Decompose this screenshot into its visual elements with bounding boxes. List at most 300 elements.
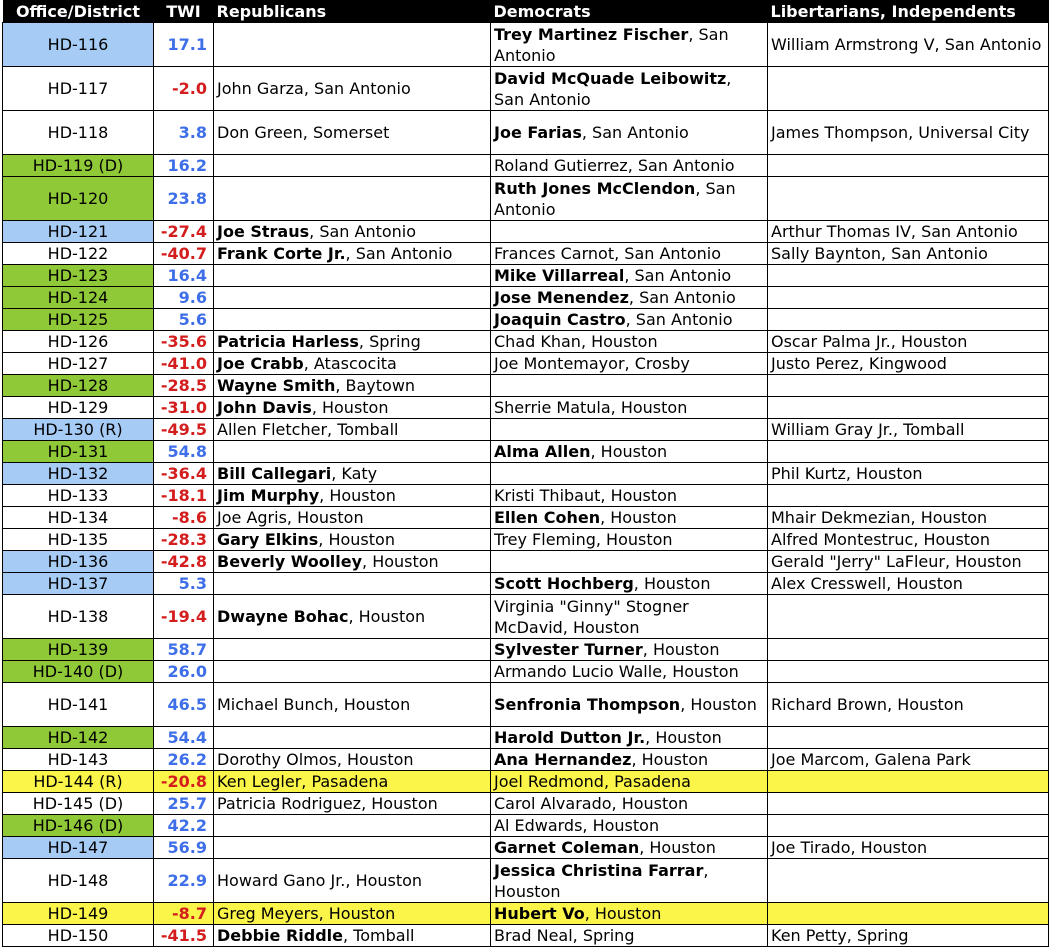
candidate-city: , Houston xyxy=(333,695,411,714)
republican-cell xyxy=(214,243,491,265)
candidate-city: , Tomball xyxy=(343,926,415,945)
table-row xyxy=(3,287,1049,309)
independent-cell xyxy=(768,573,1049,595)
candidate-city: , San Antonio xyxy=(494,24,729,65)
candidate-name: Roland Gutierrez xyxy=(494,156,628,175)
candidate-name: Wayne Smith xyxy=(217,376,336,395)
candidate-city: , Houston xyxy=(850,838,928,857)
candidate-city: , San Antonio xyxy=(627,156,735,175)
democrat-cell xyxy=(491,265,768,287)
candidate-city: , Universal City xyxy=(908,123,1030,142)
democrat-cell xyxy=(491,441,768,463)
candidate-city: , Somerset xyxy=(302,123,390,142)
candidate-name: Brad Neal xyxy=(494,926,573,945)
candidate-city: , Spring xyxy=(358,332,421,351)
twi-cell: -8.6 xyxy=(154,507,214,529)
democrat-cell xyxy=(491,661,768,683)
candidate-name: Ellen Cohen xyxy=(494,508,601,527)
table-row xyxy=(3,23,1049,67)
independent-cell xyxy=(768,67,1049,111)
office-cell: HD-117 xyxy=(3,67,154,111)
democrat-cell xyxy=(491,925,768,947)
republican-cell xyxy=(214,441,491,463)
twi-cell: 3.8 xyxy=(154,111,214,155)
table-row xyxy=(3,155,1049,177)
republican-cell xyxy=(214,419,491,441)
candidate-name: Frances Carnot xyxy=(494,244,615,263)
republican-cell xyxy=(214,771,491,793)
democrat-cell xyxy=(491,397,768,419)
democrat-cell xyxy=(491,309,768,331)
independent-cell xyxy=(768,309,1049,331)
candidate-name: Alfred Montestruc xyxy=(771,530,914,549)
candidate-name: Allen Fletcher xyxy=(217,420,328,439)
twi-cell: 54.8 xyxy=(154,441,214,463)
independent-cell xyxy=(768,859,1049,903)
candidate-city: , Pasadena xyxy=(301,772,389,791)
office-cell: HD-122 xyxy=(3,243,154,265)
table-row xyxy=(3,573,1049,595)
republican-cell xyxy=(214,287,491,309)
independent-cell xyxy=(768,793,1049,815)
twi-cell: 17.1 xyxy=(154,23,214,67)
republican-cell xyxy=(214,309,491,331)
democrat-cell xyxy=(491,353,768,375)
candidate-city: , Houston xyxy=(645,728,722,747)
republican-cell xyxy=(214,815,491,837)
table-row xyxy=(3,67,1049,111)
candidate-city: , San Antonio xyxy=(309,222,417,241)
candidate-name: Joaquin Castro xyxy=(494,310,626,329)
twi-cell: 26.2 xyxy=(154,749,214,771)
candidate-city: , San Antonio xyxy=(881,244,988,263)
independent-cell xyxy=(768,243,1049,265)
table-row xyxy=(3,661,1049,683)
republican-cell xyxy=(214,265,491,287)
candidate-name: Gary Elkins xyxy=(217,530,319,549)
democrat-cell xyxy=(491,507,768,529)
republican-cell xyxy=(214,573,491,595)
candidate-city: , San Antonio xyxy=(614,244,721,263)
office-cell: HD-128 xyxy=(3,375,154,397)
table-row xyxy=(3,221,1049,243)
candidate-city: , San Antonio xyxy=(628,288,736,307)
candidate-city: , Houston xyxy=(633,574,711,593)
candidate-city: , Houston xyxy=(642,640,720,659)
candidate-name: Don Green xyxy=(217,123,303,142)
independent-cell xyxy=(768,639,1049,661)
candidate-name: Al Edwards xyxy=(494,816,583,835)
candidate-name: Ana Hernandez xyxy=(494,750,632,769)
independent-cell xyxy=(768,265,1049,287)
candidate-name: Dorothy Olmos xyxy=(217,750,337,769)
democrat-cell xyxy=(491,529,768,551)
candidate-city: , San Antonio xyxy=(494,68,732,109)
candidate-name: Trey Fleming xyxy=(494,530,596,549)
independent-cell xyxy=(768,331,1049,353)
democrat-cell xyxy=(491,815,768,837)
office-cell: HD-133 xyxy=(3,485,154,507)
table-row xyxy=(3,419,1049,441)
candidate-name: William Gray Jr. xyxy=(771,420,893,439)
candidate-name: Harold Dutton Jr. xyxy=(494,728,646,747)
candidate-name: Patricia Harless xyxy=(217,332,359,351)
candidate-name: Justo Perez xyxy=(771,354,859,373)
democrat-cell xyxy=(491,771,768,793)
candidate-city: , Houston xyxy=(590,442,668,461)
candidate-city: , Houston xyxy=(639,838,716,857)
candidate-name: Joe Tirado xyxy=(771,838,851,857)
twi-cell: 22.9 xyxy=(154,859,214,903)
candidate-name: Alex Cresswell xyxy=(771,574,887,593)
twi-cell: 5.6 xyxy=(154,309,214,331)
candidate-name: Michael Bunch xyxy=(217,695,334,714)
candidate-name: Joe Crabb xyxy=(217,354,304,373)
office-cell: HD-123 xyxy=(3,265,154,287)
candidate-name: Kristi Thibaut xyxy=(494,486,601,505)
candidate-city: , Houston xyxy=(610,398,688,417)
office-cell: HD-145 (D) xyxy=(3,793,154,815)
twi-cell: -27.4 xyxy=(154,221,214,243)
table-row xyxy=(3,353,1049,375)
twi-cell: -49.5 xyxy=(154,419,214,441)
twi-cell: 5.3 xyxy=(154,573,214,595)
democrat-cell xyxy=(491,903,768,925)
candidate-city: , San Antonio xyxy=(494,178,736,219)
candidate-city: , San Antonio xyxy=(934,35,1042,54)
twi-cell: 16.2 xyxy=(154,155,214,177)
republican-cell xyxy=(214,155,491,177)
candidate-city: , Houston xyxy=(318,530,395,549)
candidate-name: Howard Gano Jr. xyxy=(217,871,346,890)
office-cell: HD-130 (R) xyxy=(3,419,154,441)
candidate-name: John Garza xyxy=(217,79,304,98)
twi-cell: -40.7 xyxy=(154,243,214,265)
candidate-city: , Houston xyxy=(348,607,426,626)
independent-cell xyxy=(768,463,1049,485)
table-row xyxy=(3,111,1049,155)
republican-cell xyxy=(214,463,491,485)
independent-cell xyxy=(768,287,1049,309)
office-cell: HD-146 (D) xyxy=(3,815,154,837)
candidate-name: Senfronia Thompson xyxy=(494,695,681,714)
independent-cell xyxy=(768,749,1049,771)
candidate-name: Alma Allen xyxy=(494,442,591,461)
twi-cell: 25.7 xyxy=(154,793,214,815)
candidate-name: David McQuade Leibowitz xyxy=(494,68,727,88)
republican-cell xyxy=(214,23,491,67)
office-cell: HD-144 (R) xyxy=(3,771,154,793)
candidate-city: , Houston xyxy=(680,695,757,714)
twi-cell: 9.6 xyxy=(154,287,214,309)
header-democrats: Democrats xyxy=(491,0,768,23)
candidate-city: , Pasadena xyxy=(603,772,691,791)
candidate-name: Virginia "Ginny" Stogner McDavid xyxy=(494,596,689,637)
candidate-city: , Houston xyxy=(600,508,677,527)
independent-cell xyxy=(768,837,1049,859)
independent-cell xyxy=(768,507,1049,529)
twi-cell: -42.8 xyxy=(154,551,214,573)
candidate-name: Jose Menendez xyxy=(494,288,629,307)
candidate-city: , Kingwood xyxy=(858,354,947,373)
office-cell: HD-143 xyxy=(3,749,154,771)
candidate-name: Ken Legler xyxy=(217,772,302,791)
twi-cell: -31.0 xyxy=(154,397,214,419)
independent-cell xyxy=(768,221,1049,243)
table-row xyxy=(3,309,1049,331)
democrat-cell xyxy=(491,111,768,155)
independent-cell xyxy=(768,529,1049,551)
header-office: Office/District xyxy=(3,0,154,23)
independent-cell xyxy=(768,903,1049,925)
office-cell: HD-149 xyxy=(3,903,154,925)
republican-cell xyxy=(214,111,491,155)
candidate-name: Jessica Christina Farrar xyxy=(494,860,704,880)
republican-cell xyxy=(214,859,491,903)
twi-cell: 56.9 xyxy=(154,837,214,859)
office-cell: HD-119 (D) xyxy=(3,155,154,177)
candidate-city: , San Antonio xyxy=(581,123,689,142)
twi-cell: 42.2 xyxy=(154,815,214,837)
candidate-city: , Houston xyxy=(286,508,364,527)
candidate-name: Bill Callegari xyxy=(217,464,332,483)
table-row xyxy=(3,639,1049,661)
header-row xyxy=(3,0,1049,23)
twi-cell: -8.7 xyxy=(154,903,214,925)
twi-cell: 54.4 xyxy=(154,727,214,749)
independent-cell xyxy=(768,397,1049,419)
table-row xyxy=(3,529,1049,551)
office-cell: HD-121 xyxy=(3,221,154,243)
democrat-cell xyxy=(491,595,768,639)
twi-cell: 58.7 xyxy=(154,639,214,661)
republican-cell xyxy=(214,529,491,551)
candidate-city: , Houston xyxy=(913,530,990,549)
candidate-name: Joe Montemayor xyxy=(494,354,625,373)
democrat-cell xyxy=(491,749,768,771)
twi-cell: -41.5 xyxy=(154,925,214,947)
twi-cell: -28.5 xyxy=(154,375,214,397)
democrat-cell xyxy=(491,375,768,397)
table-row xyxy=(3,507,1049,529)
republican-cell xyxy=(214,397,491,419)
candidate-name: Beverly Woolley xyxy=(217,552,363,571)
candidate-name: Sherrie Matula xyxy=(494,398,611,417)
office-cell: HD-136 xyxy=(3,551,154,573)
candidate-name: Ken Petty xyxy=(771,926,847,945)
independent-cell xyxy=(768,375,1049,397)
table-row xyxy=(3,463,1049,485)
office-cell: HD-147 xyxy=(3,837,154,859)
candidate-city: , Houston xyxy=(582,816,660,835)
democrat-cell xyxy=(491,419,768,441)
democrat-cell xyxy=(491,551,768,573)
candidate-city: , Crosby xyxy=(624,354,690,373)
candidate-city: , Houston xyxy=(890,332,968,351)
twi-cell: -35.6 xyxy=(154,331,214,353)
candidate-city: , Houston xyxy=(336,750,414,769)
candidate-city: , Houston xyxy=(910,508,988,527)
independent-cell xyxy=(768,353,1049,375)
independent-cell xyxy=(768,683,1049,727)
candidate-city: , Houston xyxy=(886,574,963,593)
democrat-cell xyxy=(491,485,768,507)
candidate-name: Patricia Rodriguez xyxy=(217,794,362,813)
republican-cell xyxy=(214,551,491,573)
office-cell: HD-138 xyxy=(3,595,154,639)
office-cell: HD-139 xyxy=(3,639,154,661)
office-cell: HD-148 xyxy=(3,859,154,903)
independent-cell xyxy=(768,441,1049,463)
candidate-city: , Houston xyxy=(845,464,923,483)
republican-cell xyxy=(214,749,491,771)
candidate-city: , Houston xyxy=(318,904,396,923)
republican-cell xyxy=(214,67,491,111)
office-cell: HD-120 xyxy=(3,177,154,221)
table-header xyxy=(3,0,1049,23)
table-row xyxy=(3,815,1049,837)
candidate-city: , Galena Park xyxy=(864,750,971,769)
candidate-name: Joe Farias xyxy=(494,123,582,142)
republican-cell xyxy=(214,903,491,925)
office-cell: HD-140 (D) xyxy=(3,661,154,683)
office-cell: HD-127 xyxy=(3,353,154,375)
twi-cell: -18.1 xyxy=(154,485,214,507)
candidate-city: , Houston xyxy=(611,794,689,813)
candidate-city: , Houston xyxy=(311,398,389,417)
office-cell: HD-131 xyxy=(3,441,154,463)
independent-cell xyxy=(768,595,1049,639)
candidate-name: Armando Lucio Walle xyxy=(494,662,663,681)
candidate-name: Trey Martinez Fischer xyxy=(494,24,689,44)
candidate-name: Chad Khan xyxy=(494,332,581,351)
democrat-cell xyxy=(491,23,768,67)
twi-cell: 16.4 xyxy=(154,265,214,287)
democrat-cell xyxy=(491,639,768,661)
candidate-name: Gerald "Jerry" LaFleur xyxy=(771,552,945,571)
republican-cell xyxy=(214,221,491,243)
republican-cell xyxy=(214,837,491,859)
table-body xyxy=(3,23,1049,947)
table-row xyxy=(3,331,1049,353)
candidate-city: , Houston xyxy=(562,617,640,637)
candidate-name: Sally Baynton xyxy=(771,244,881,263)
independent-cell xyxy=(768,177,1049,221)
republican-cell xyxy=(214,375,491,397)
candidate-city: , Houston xyxy=(887,695,964,714)
candidate-city: , Houston xyxy=(361,794,438,813)
candidate-city: , Baytown xyxy=(335,376,416,395)
table-row xyxy=(3,551,1049,573)
twi-cell: -28.3 xyxy=(154,529,214,551)
office-cell: HD-142 xyxy=(3,727,154,749)
republican-cell xyxy=(214,485,491,507)
candidate-name: James Thompson xyxy=(771,123,909,142)
table-row xyxy=(3,595,1049,639)
table-row xyxy=(3,375,1049,397)
table-row xyxy=(3,925,1049,947)
candidate-city: , Houston xyxy=(595,530,673,549)
twi-cell: -36.4 xyxy=(154,463,214,485)
candidate-city: , Houston xyxy=(494,860,709,901)
candidate-city: , Spring xyxy=(572,926,635,945)
democrat-cell xyxy=(491,155,768,177)
table-row xyxy=(3,749,1049,771)
candidate-name: Richard Brown xyxy=(771,695,888,714)
republican-cell xyxy=(214,683,491,727)
office-cell: HD-129 xyxy=(3,397,154,419)
candidate-city: , San Antonio xyxy=(345,244,453,263)
independent-cell xyxy=(768,925,1049,947)
democrat-cell xyxy=(491,67,768,111)
table-row xyxy=(3,683,1049,727)
candidate-city: , Atascocita xyxy=(303,354,397,373)
table-row xyxy=(3,793,1049,815)
header-twi: TWI xyxy=(154,0,214,23)
candidate-name: Greg Meyers xyxy=(217,904,319,923)
candidate-name: Joe Straus xyxy=(217,222,310,241)
candidate-city: , Spring xyxy=(846,926,909,945)
candidate-name: Scott Hochberg xyxy=(494,574,634,593)
independent-cell xyxy=(768,727,1049,749)
candidate-city: , Houston xyxy=(584,904,662,923)
twi-cell: -41.0 xyxy=(154,353,214,375)
twi-cell: -19.4 xyxy=(154,595,214,639)
twi-cell: 26.0 xyxy=(154,661,214,683)
candidate-city: , San Antonio xyxy=(303,79,411,98)
office-cell: HD-134 xyxy=(3,507,154,529)
candidate-city: , Houston xyxy=(944,552,1022,571)
independent-cell xyxy=(768,485,1049,507)
independent-cell xyxy=(768,419,1049,441)
democrat-cell xyxy=(491,463,768,485)
candidate-city: , Tomball xyxy=(327,420,399,439)
democrat-cell xyxy=(491,221,768,243)
table-row xyxy=(3,837,1049,859)
republican-cell xyxy=(214,793,491,815)
republican-cell xyxy=(214,177,491,221)
candidate-city: , Houston xyxy=(319,486,396,505)
twi-cell: 46.5 xyxy=(154,683,214,727)
candidate-name: Joe Agris xyxy=(217,508,287,527)
table-row xyxy=(3,265,1049,287)
independent-cell xyxy=(768,661,1049,683)
republican-cell xyxy=(214,353,491,375)
independent-cell xyxy=(768,815,1049,837)
independent-cell xyxy=(768,111,1049,155)
democrat-cell xyxy=(491,331,768,353)
democrat-cell xyxy=(491,683,768,727)
office-cell: HD-126 xyxy=(3,331,154,353)
table-row xyxy=(3,397,1049,419)
candidate-name: Oscar Palma Jr. xyxy=(771,332,891,351)
office-cell: HD-150 xyxy=(3,925,154,947)
democrat-cell xyxy=(491,243,768,265)
office-cell: HD-125 xyxy=(3,309,154,331)
independent-cell xyxy=(768,23,1049,67)
office-cell: HD-137 xyxy=(3,573,154,595)
candidate-city: , Houston xyxy=(580,332,658,351)
table-row xyxy=(3,859,1049,903)
candidate-name: Joel Redmond xyxy=(494,772,604,791)
independent-cell xyxy=(768,551,1049,573)
independent-cell xyxy=(768,155,1049,177)
candidate-name: William Armstrong V xyxy=(771,35,935,54)
candidate-city: , San Antonio xyxy=(910,222,1018,241)
candidate-city: , Katy xyxy=(331,464,378,483)
candidates-table xyxy=(2,0,1049,947)
table-row xyxy=(3,243,1049,265)
